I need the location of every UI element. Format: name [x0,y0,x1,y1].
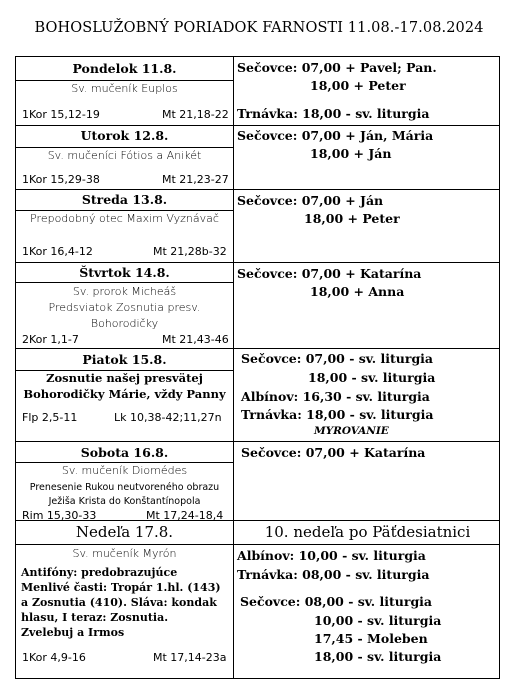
mass-line: Sečovce: 07,00 + Pavel; Pan. [237,60,437,75]
reading-left: 2Kor 1,1-7 [22,333,79,346]
mass-line: Sečovce: 07,00 + Katarína [237,266,422,281]
row-divider [16,348,499,349]
row-divider [16,544,499,545]
mass-line: Trnávka: 18,00 - sv. liturgia [237,106,430,121]
mass-line: Trnávka: 08,00 - sv. liturgia [237,567,430,582]
mass-line: Sečovce: 07,00 + Katarína [241,445,426,460]
mass-line: Albínov: 10,00 - sv. liturgia [237,548,426,563]
reading-right: Mt 21,23-27 [162,173,229,186]
row-divider [16,262,499,263]
saint-label: Sv. mučeník Diomédes [61,464,188,477]
feast-label: Bohorodičky Márie, vždy Panny [23,387,226,401]
mass-line: 18,00 + Peter [310,78,406,93]
saint-label: Prenesenie Rukou neutvoreného obrazu [29,482,220,493]
mass-line: Sečovce: 07,00 + Ján [237,193,384,208]
saint-label: Ježiša Krista do Konštantínopola [48,496,201,507]
day-label: Nedeľa 17.8. [75,523,174,541]
mass-line: Sečovce: 08,00 - sv. liturgia [240,594,433,609]
liturgy-note: a Zosnutia (410). Sláva: kondak [21,596,217,609]
mass-line: Sečovce: 07,00 + Ján, Mária [237,128,434,143]
reading-left: Flp 2,5-11 [22,411,78,424]
column-divider [233,57,234,678]
day-underline [16,80,233,81]
day-underline [16,210,233,211]
reading-right: Mt 21,43-46 [162,333,229,346]
saint-label: Sv. mučeník Euplos [71,82,178,95]
mass-line: 18,00 - sv. liturgia [308,370,436,385]
day-label: Utorok 12.8. [80,128,169,143]
reading-left: 1Kor 15,29-38 [22,173,100,186]
day-underline [16,282,233,283]
row-divider [16,125,499,126]
mass-line: Albínov: 16,30 - sv. liturgia [241,389,430,404]
reading-left: 1Kor 4,9-16 [22,651,86,664]
saint-label: Sv. mučeníci Fótios a Anikét [47,149,202,162]
day-label: Streda 13.8. [81,192,168,207]
reading-left: 1Kor 15,12-19 [22,108,100,121]
feast-label: Zosnutie našej presvätej [46,371,203,385]
day-underline [16,147,233,148]
mass-line: 10,00 - sv. liturgia [314,613,442,628]
mass-line: 18,00 - sv. liturgia [314,649,442,664]
mass-line: 18,00 + Peter [304,211,400,226]
saint-label: Prepodobný otec Maxim Vyznávač [30,212,219,225]
saint-label: Predsviatok Zosnutia presv. [48,301,201,314]
reading-right: Mt 17,24-18,4 [146,509,224,522]
reading-right: Mt 21,28b-32 [153,245,227,258]
mass-line: Trnávka: 18,00 - sv. liturgia [241,407,434,422]
note-label: MYROVANIE [314,425,389,437]
mass-line: 18,00 + Anna [310,284,405,299]
mass-line: Sečovce: 07,00 - sv. liturgia [241,351,434,366]
mass-line: 17,45 - Moleben [314,631,428,646]
saint-label: Bohorodičky [90,317,159,330]
reading-right: Lk 10,38-42;11,27n [114,411,222,424]
reading-right: Mt 17,14-23a [153,651,227,664]
reading-right: Mt 21,18-22 [162,108,229,121]
liturgy-note: hlasu, I teraz: Zosnutia. [21,611,169,624]
row-divider [16,189,499,190]
reading-left: 1Kor 16,4-12 [22,245,93,258]
day-label: Pondelok 11.8. [72,61,177,76]
reading-left: Rim 15,30-33 [22,509,97,522]
saint-label: Sv. prorok Micheáš [72,285,177,298]
day-label: Štvrtok 14.8. [79,265,170,280]
liturgy-note: Zvelebuj a Irmos [21,626,125,639]
saint-label: Sv. mučeník Myrón [72,547,177,560]
day-label: Piatok 15.8. [82,352,167,367]
row-divider [16,441,499,442]
page-title: BOHOSLUŽOBNÝ PORIADOK FARNOSTI 11.08.-17.08.2024 [34,20,484,36]
day-label: Sobota 16.8. [80,445,169,460]
schedule-table [15,56,500,679]
day-underline [16,462,233,463]
liturgy-note: Antifóny: predobrazujúce [21,566,178,579]
sunday-title: 10. nedeľa po Päťdesiatnici [264,523,471,541]
liturgy-note: Menlivé časti: Tropár 1.hl. (143) [21,581,221,594]
mass-line: 18,00 + Ján [310,146,392,161]
